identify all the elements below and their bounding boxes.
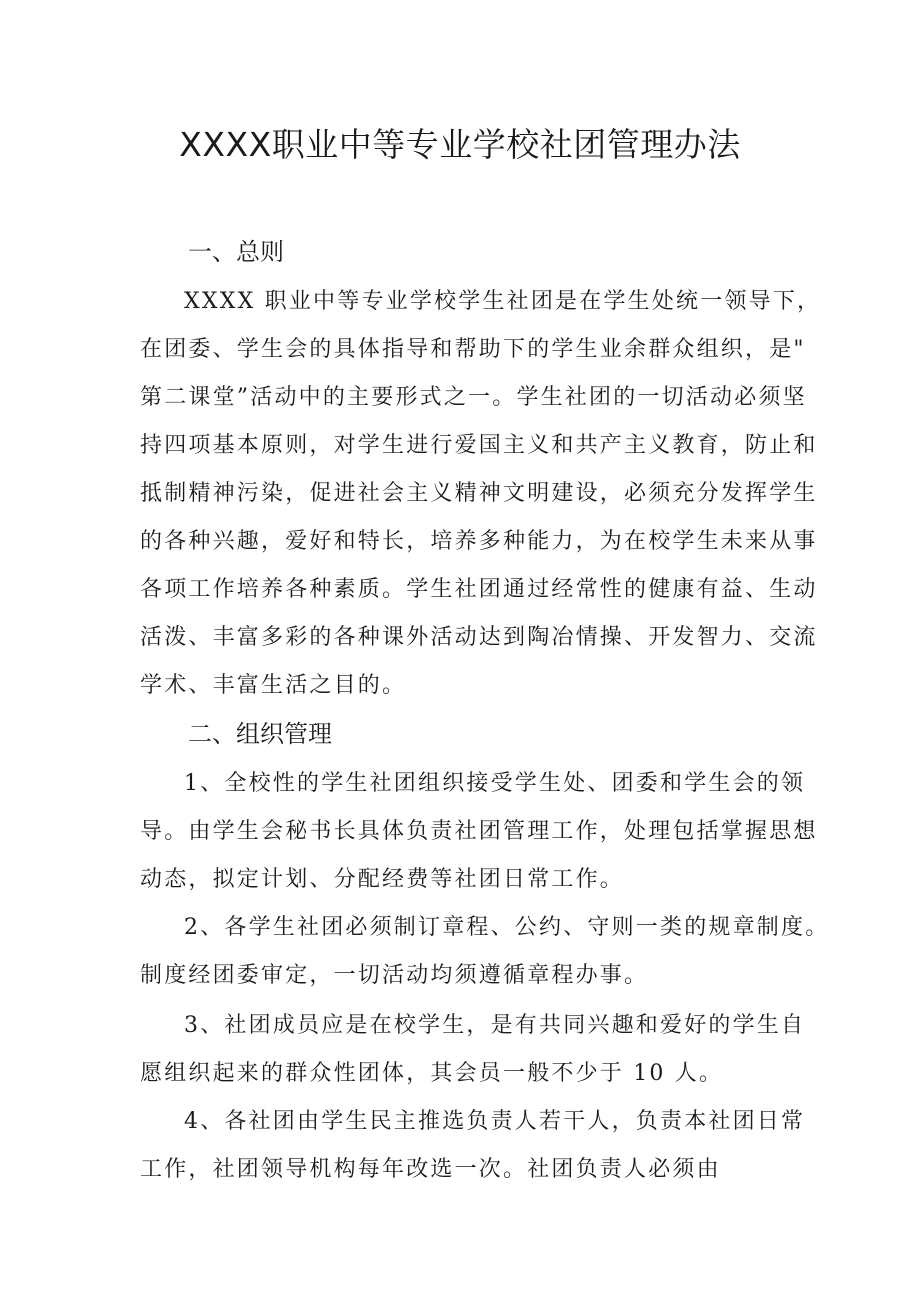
paragraph-line: 4、各社团由学生民主推选负责人若干人，负责本社团日常 <box>184 1109 806 1134</box>
paragraph-line: 在团委、学生会的具体指导和帮助下的学生业余群众组织，是" <box>140 337 806 362</box>
section-heading-general: 一、总则 <box>188 238 284 266</box>
section-heading-organization: 二、组织管理 <box>188 720 332 748</box>
paragraph-line: 制度经团委审定，一切活动均须遵循章程办事。 <box>140 963 649 988</box>
paragraph-line: 工作，社团领导机构每年改选一次。社团负责人必须由 <box>140 1157 721 1182</box>
paragraph-line: 的各种兴趣，爱好和特长，培养多种能力，为在校学生未来从事 <box>140 529 818 554</box>
paragraph-line: 2、各学生社团必须制订章程、公约、守则一类的规章制度。 <box>184 915 830 940</box>
paragraph-line: 抵制精神污染，促进社会主义精神文明建设，必须充分发挥学生 <box>140 481 818 506</box>
paragraph-line: 持四项基本原则，对学生进行爱国主义和共产主义教育，防止和 <box>140 433 818 458</box>
paragraph-item-1 <box>140 760 818 904</box>
paragraph-general <box>140 278 822 710</box>
document-title: XXXX职业中等专业学校社团管理办法 <box>179 125 741 164</box>
paragraph-item-4 <box>140 1098 806 1194</box>
paragraph-line: 3、社团成员应是在校学生，是有共同兴趣和爱好的学生自 <box>184 1013 806 1038</box>
paragraph-line: XXXX 职业中等专业学校学生社团是在学生处统一领导下， <box>184 289 822 314</box>
paragraph-line: 第二课堂”活动中的主要形式之一。学生社团的一切活动必须坚 <box>140 385 807 410</box>
paragraph-line: 愿组织起来的群众性团体，其会员一般不少于 10 人。 <box>140 1061 724 1086</box>
paragraph-line: 各项工作培养各种素质。学生社团通过经常性的健康有益、生动 <box>140 577 818 602</box>
paragraph-line: 导。由学生会秘书长具体负责社团管理工作，处理包括掌握思想 <box>140 819 818 844</box>
paragraph-item-2 <box>140 904 830 1000</box>
paragraph-item-3 <box>140 1002 806 1098</box>
paragraph-line: 动态，拟定计划、分配经费等社团日常工作。 <box>140 867 625 892</box>
paragraph-line: 活泼、丰富多彩的各种课外活动达到陶冶情操、开发智力、交流 <box>140 625 818 650</box>
paragraph-line: 1、全校性的学生社团组织接受学生处、团委和学生会的领 <box>184 771 806 796</box>
paragraph-line: 学术、丰富生活之目的。 <box>140 673 407 698</box>
